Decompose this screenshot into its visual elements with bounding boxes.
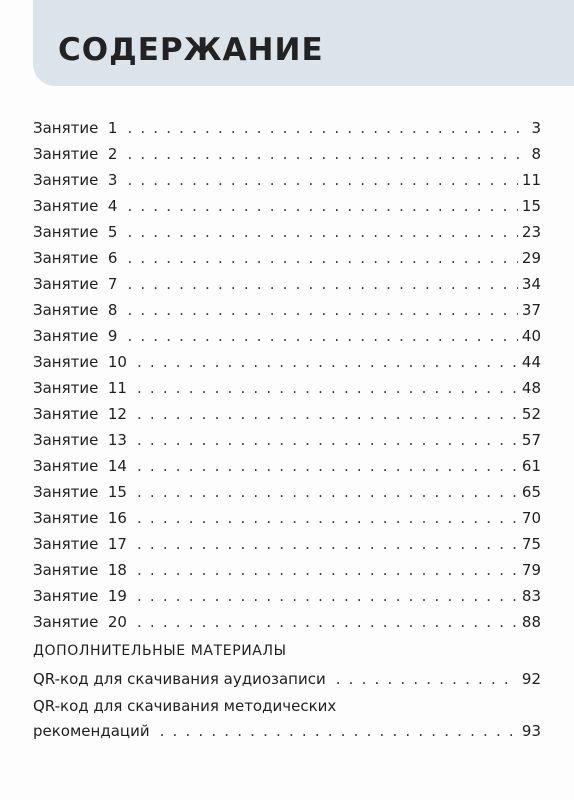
toc-entry-label: Занятие 12 [33, 405, 127, 423]
dot-leader [127, 193, 517, 219]
toc-entry-page: 11 [521, 171, 541, 189]
toc-entry-page: 3 [531, 119, 541, 137]
toc-entry[interactable] [33, 479, 541, 505]
lesson-list [33, 115, 541, 635]
toc-entry-label: Занятие 11 [33, 379, 127, 397]
toc-entry[interactable] [33, 609, 541, 635]
toc-entry-label: Занятие 4 [33, 197, 118, 215]
dot-leader [127, 271, 517, 297]
toc-entry-label-line2: рекомендаций [33, 722, 150, 740]
toc-entry-label: Занятие 14 [33, 457, 127, 475]
dot-leader [137, 583, 518, 609]
toc-entry-label: Занятие 8 [33, 301, 118, 319]
dot-leader [127, 219, 517, 245]
toc-entry-label: Занятие 18 [33, 561, 127, 579]
toc-entry[interactable] [33, 505, 541, 531]
toc-entry-page: 40 [521, 327, 541, 345]
dot-leader [160, 718, 518, 744]
toc-entry[interactable] [33, 193, 541, 219]
dot-leader [137, 427, 518, 453]
toc-entry[interactable] [33, 115, 541, 141]
toc-entry-label: Занятие 7 [33, 275, 118, 293]
toc-entry[interactable] [33, 219, 541, 245]
toc-entry[interactable] [33, 167, 541, 193]
toc-entry-label: Занятие 3 [33, 171, 118, 189]
dot-leader [127, 115, 527, 141]
toc-entry-page: 57 [521, 431, 541, 449]
dot-leader [127, 141, 527, 167]
toc-entry-label: Занятие 6 [33, 249, 118, 267]
page-title: СОДЕРЖАНИЕ [58, 32, 324, 68]
toc-entry-page: 79 [521, 561, 541, 579]
dot-leader [137, 609, 518, 635]
toc-entry-label: Занятие 1 [33, 119, 118, 137]
toc-entry-label: Занятие 2 [33, 145, 118, 163]
toc-entry-label: Занятие 9 [33, 327, 118, 345]
toc-entry-page: 70 [521, 509, 541, 527]
dot-leader [137, 401, 518, 427]
toc-entry-label: Занятие 13 [33, 431, 127, 449]
toc-entry-label: Занятие 16 [33, 509, 127, 527]
toc-entry-label: Занятие 17 [33, 535, 127, 553]
dot-leader [127, 245, 517, 271]
toc-entry-page: 75 [521, 535, 541, 553]
toc-entry-page: 23 [521, 223, 541, 241]
dot-leader [127, 297, 517, 323]
extras-heading: ДОПОЛНИТЕЛЬНЫЕ МАТЕРИАЛЫ [33, 643, 287, 659]
toc-entry[interactable] [33, 245, 541, 271]
toc-entry-page: 15 [521, 197, 541, 215]
toc-entry-page: 52 [521, 405, 541, 423]
toc-entry-page: 83 [521, 587, 541, 605]
toc-entry[interactable] [33, 323, 541, 349]
dot-leader [137, 505, 518, 531]
toc-entry-page: 92 [521, 670, 541, 688]
toc-entry[interactable] [33, 271, 541, 297]
toc-entry-page: 88 [521, 613, 541, 631]
dot-leader [336, 666, 518, 692]
toc-entry-label: Занятие 19 [33, 587, 127, 605]
toc-entry-methods[interactable] [33, 694, 541, 744]
toc-entry-page: 34 [521, 275, 541, 293]
toc-entry-page: 29 [521, 249, 541, 267]
toc-entry[interactable] [33, 401, 541, 427]
toc-entry-page: 48 [521, 379, 541, 397]
toc-entry[interactable] [33, 297, 541, 323]
toc-entry[interactable] [33, 349, 541, 375]
toc-entry-label: Занятие 15 [33, 483, 127, 501]
toc-entry-page: 8 [531, 145, 541, 163]
toc-entry-label: Занятие 10 [33, 353, 127, 371]
dot-leader [127, 323, 517, 349]
dot-leader [137, 557, 518, 583]
toc-entry-page: 44 [521, 353, 541, 371]
toc-entry-page: 61 [521, 457, 541, 475]
toc-entry-page: 93 [521, 722, 541, 740]
toc-entry-audio[interactable] [33, 666, 541, 692]
table-of-contents [33, 115, 541, 744]
dot-leader [137, 349, 518, 375]
toc-entry[interactable] [33, 557, 541, 583]
dot-leader [137, 531, 518, 557]
toc-entry[interactable] [33, 531, 541, 557]
toc-entry-page: 37 [521, 301, 541, 319]
dot-leader [137, 479, 518, 505]
toc-entry[interactable] [33, 583, 541, 609]
dot-leader [137, 453, 518, 479]
dot-leader [137, 375, 518, 401]
toc-entry-label-line1: QR-код для скачивания методических [33, 697, 337, 715]
toc-entry[interactable] [33, 141, 541, 167]
toc-entry[interactable] [33, 427, 541, 453]
toc-entry[interactable] [33, 375, 541, 401]
toc-entry-label: Занятие 5 [33, 223, 118, 241]
dot-leader [127, 167, 517, 193]
toc-entry-page: 65 [521, 483, 541, 501]
toc-entry-label: QR-код для скачивания аудиозаписи [33, 670, 326, 688]
toc-entry-label: Занятие 20 [33, 613, 127, 631]
toc-entry[interactable] [33, 453, 541, 479]
